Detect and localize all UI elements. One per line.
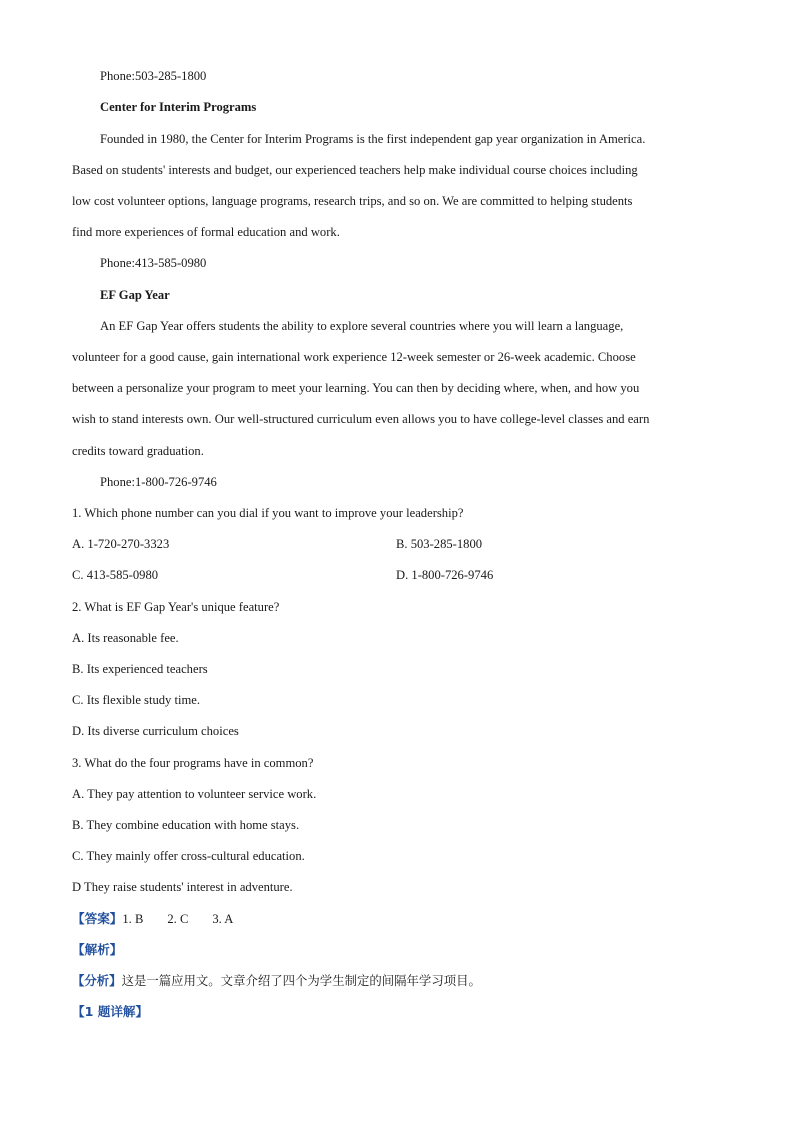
- question-2-stem: 2. What is EF Gap Year's unique feature?: [72, 600, 280, 614]
- analysis-heading: [72, 942, 122, 958]
- entry3-phone: Phone:1-800-726-9746: [100, 475, 217, 489]
- detail-heading: [72, 1004, 148, 1020]
- question-1-option-c: C. 413-585-0980: [72, 568, 159, 582]
- summary-text: 这是一篇应用文。文章介绍了四个为学生制定的间隔年学习项目。: [121, 973, 481, 988]
- entry3-line: An EF Gap Year offers students the ability to explore several countries where you will learn a language,: [100, 319, 624, 333]
- question-3-option-c: C. They mainly offer cross-cultural education.: [72, 849, 305, 863]
- question-2-option-b: B. Its experienced teachers: [72, 662, 208, 676]
- answer-label: 【答案】: [72, 911, 123, 926]
- summary-label: 【分析】: [72, 973, 122, 988]
- question-1-option-b: B. 503-285-1800: [396, 537, 483, 551]
- answer-item: 3. A: [212, 912, 234, 926]
- question-1-option-a: A. 1-720-270-3323: [72, 537, 170, 551]
- entry3-line: between a personalize your program to meet your learning. You can then by deciding where, when, and how you: [72, 381, 640, 395]
- question-1-stem: 1. Which phone number can you dial if you want to improve your leadership?: [72, 506, 464, 520]
- question-3-option-a: A. They pay attention to volunteer service work.: [72, 787, 317, 801]
- entry2-phone: Phone:413-585-0980: [100, 256, 207, 270]
- entry3-line: wish to stand interests own. Our well-structured curriculum even allows you to have college-level classes and earn: [72, 412, 650, 426]
- answer-line: [72, 911, 233, 927]
- question-2-option-a: A. Its reasonable fee.: [72, 631, 179, 645]
- entry3-line: credits toward graduation.: [72, 444, 204, 458]
- entry2-line: Based on students' interests and budget, our experienced teachers help make individual course choices including: [72, 163, 638, 177]
- entry2-line: low cost volunteer options, language programs, research trips, and so on. We are committed to helping students: [72, 194, 633, 208]
- entry1-phone: Phone:503-285-1800: [100, 69, 207, 83]
- question-2-option-c: C. Its flexible study time.: [72, 693, 201, 707]
- entry3-title: EF Gap Year: [100, 288, 170, 302]
- entry2-line: find more experiences of formal education and work.: [72, 225, 340, 239]
- question-3-stem: 3. What do the four programs have in common?: [72, 756, 314, 770]
- answer-item: 1. B: [122, 912, 144, 926]
- analysis-label: 【解析】: [72, 942, 123, 957]
- entry2-line: Founded in 1980, the Center for Interim Programs is the first independent gap year organization in America.: [100, 132, 646, 146]
- analysis-summary: [72, 973, 481, 989]
- detail-label: 【1 题详解】: [72, 1004, 149, 1019]
- question-2-option-d: D. Its diverse curriculum choices: [72, 724, 239, 738]
- answer-item: 2. C: [167, 912, 189, 926]
- entry3-line: volunteer for a good cause, gain international work experience 12-week semester or 26-week academic. Choose: [72, 350, 636, 364]
- question-1-option-d: D. 1-800-726-9746: [396, 568, 494, 582]
- question-3-option-d: D They raise students' interest in adventure.: [72, 880, 293, 894]
- entry2-title: Center for Interim Programs: [100, 100, 257, 114]
- question-3-option-b: B. They combine education with home stays.: [72, 818, 300, 832]
